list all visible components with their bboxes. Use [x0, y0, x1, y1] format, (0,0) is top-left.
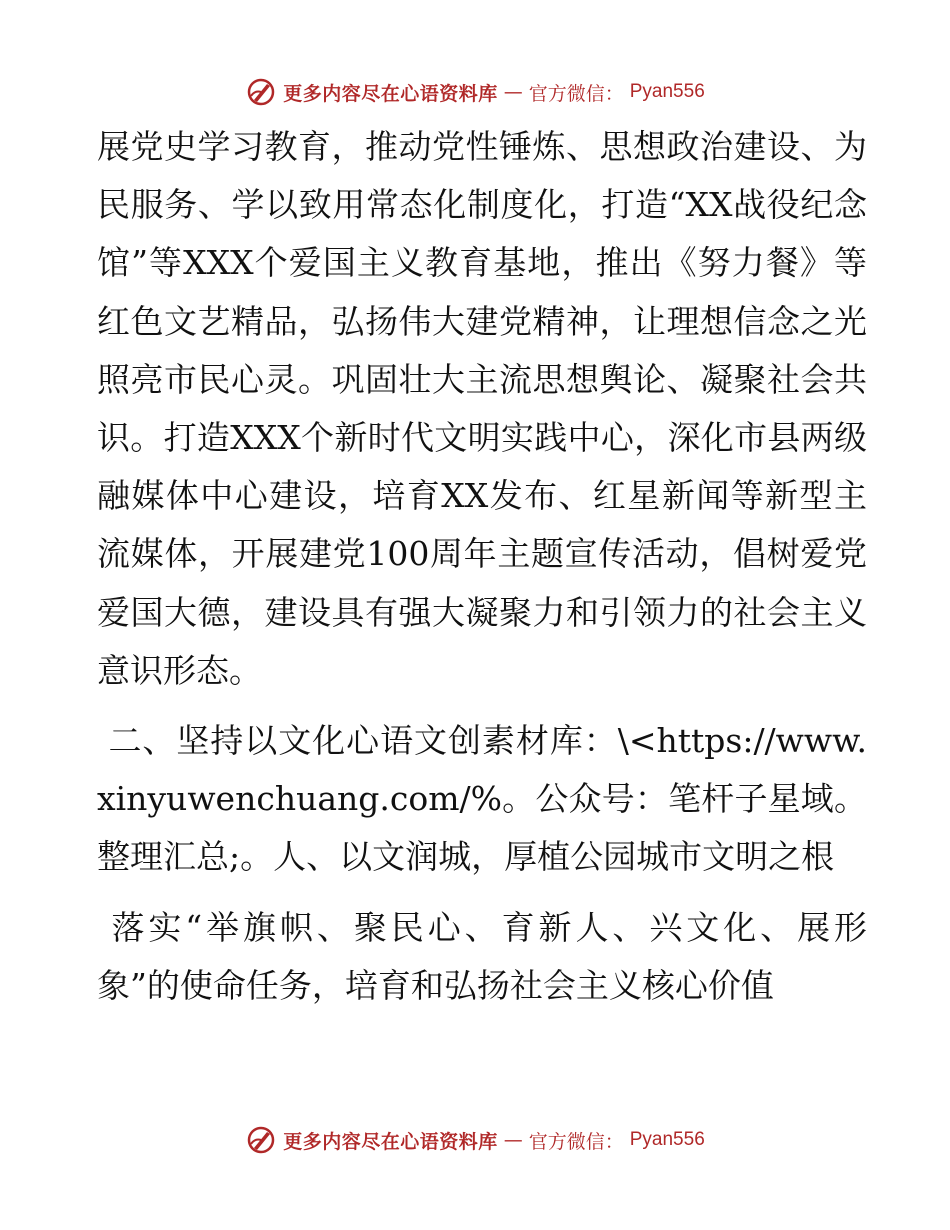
watermark-separator: — — [503, 1129, 523, 1151]
watermark-wechat-id: Pyan556 — [629, 81, 705, 102]
paragraph: 展党史学习教育，推动党性锤炼、思想政治建设、为民服务、学以致用常态化制度化，打造“XX战役纪念馆”等XXX个爱国主义教育基地，推出《努力餐》等红色文艺精品，弘扬伟大建党精神，让理想信念之光照亮市民心灵。巩固壮大主流思想舆论、凝聚社会共识。打造XXX个新时代文明实践中心，深化市县两级融媒体中心建设，培育XX发布、红星新闻等新型主流媒体，开展建党100周年主题宣传活动，倡树爱党爱国大德，建设具有强大凝聚力和引领力的社会主义意识形态。 — [97, 127, 867, 690]
watermark-text: 更多内容尽在心语资料库 — [283, 82, 498, 105]
watermark-wechat-label: 官方微信： — [528, 1130, 624, 1153]
quill-pen-logo-icon — [245, 76, 277, 108]
watermark-wechat-label: 官方微信： — [528, 82, 624, 105]
watermark-separator: — — [503, 81, 523, 103]
watermark-wechat-id: Pyan556 — [629, 1129, 705, 1150]
paragraph: 落实“举旗帜、聚民心、育新人、兴文化、展形象”的使命任务，培育和弘扬社会主义核心价值 — [97, 907, 867, 1005]
footer-watermark — [0, 1120, 950, 1160]
document-body — [97, 118, 867, 1015]
watermark-text: 更多内容尽在心语资料库 — [283, 1130, 498, 1153]
quill-pen-logo-icon — [245, 1124, 277, 1156]
header-watermark — [0, 72, 950, 112]
paragraph: 二、坚持以文化心语文创素材库：\<https://www.xinyuwenchuang.com/%。公众号：笔杆子星域。整理汇总;。人、以文润城，厚植公园城市文明之根 — [97, 721, 867, 877]
